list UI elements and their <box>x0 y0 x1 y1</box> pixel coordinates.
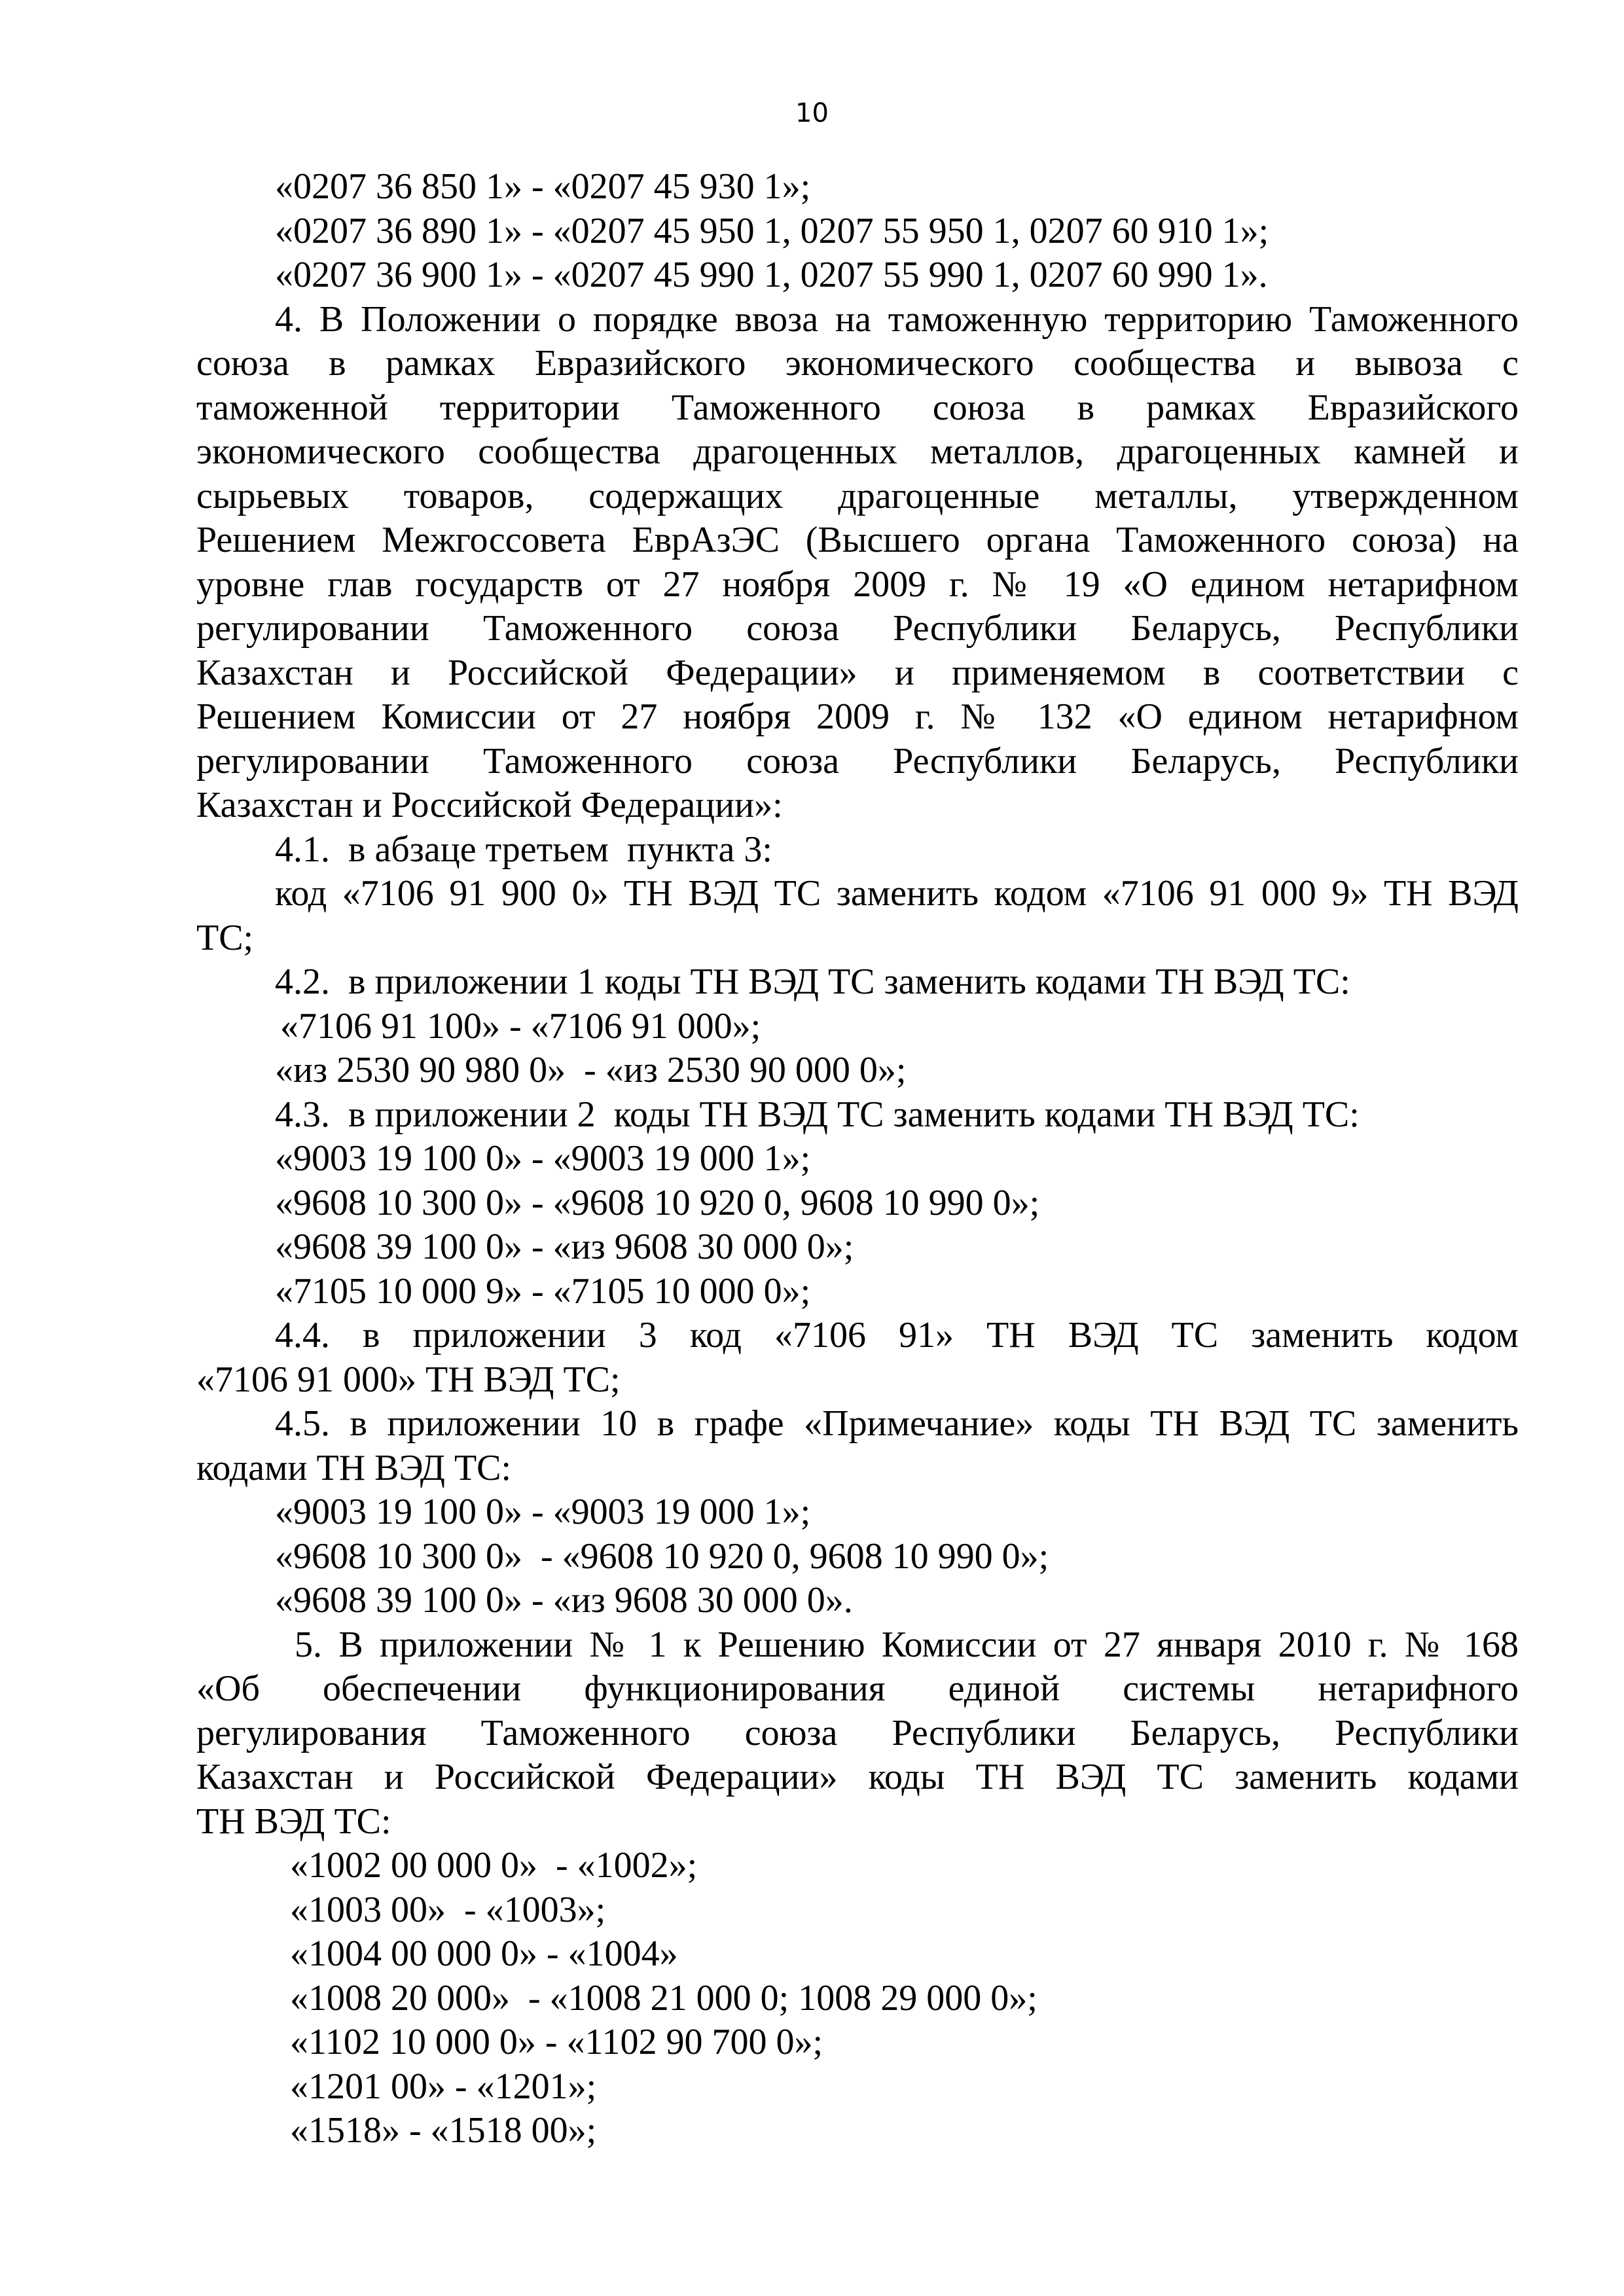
text-line: ТН ВЭД ТС: <box>196 1801 391 1842</box>
text-line: «1201 00» - «1201»; <box>290 2066 597 2107</box>
text-line: регулировании Таможенного союза Республики Беларусь, Республики <box>196 608 1519 649</box>
text-line: 4. В Положении о порядке ввоза на таможенную территорию Таможенного <box>275 298 1519 340</box>
text-line: уровне глав государств от 27 ноября 2009 г. № 19 «О едином нетарифном <box>196 564 1519 605</box>
text-line: «9608 10 300 0» - «9608 10 920 0, 9608 10 990 0»; <box>275 1535 1049 1577</box>
text-line: «1003 00» - «1003»; <box>290 1889 606 1930</box>
text-line: «7106 91 100» - «7106 91 000»; <box>280 1005 761 1047</box>
text-line: союза в рамках Евразийского экономического сообщества и вывоза с <box>196 343 1519 384</box>
text-line: «0207 36 900 1» - «0207 45 990 1, 0207 55 990 1, 0207 60 990 1». <box>275 255 1268 295</box>
text-line: 4.4. в приложении 3 код «7106 91» ТН ВЭД ТС заменить кодом <box>275 1315 1519 1355</box>
text-line: кодами ТН ВЭД ТС: <box>196 1447 512 1488</box>
text-line: «0207 36 850 1» - «0207 45 930 1»; <box>275 166 811 207</box>
text-line: Решением Межгоссовета ЕврАзЭС (Высшего органа Таможенного союза) на <box>196 520 1519 560</box>
text-line: код «7106 91 900 0» ТН ВЭД ТС заменить кодом «7106 91 000 9» ТН ВЭД <box>275 873 1519 914</box>
text-line: «1002 00 000 0» - «1002»; <box>290 1845 698 1886</box>
text-line: 5. В приложении № 1 к Решению Комиссии от 27 января 2010 г. № 168 <box>295 1624 1519 1665</box>
text-line: 4.2. в приложении 1 коды ТН ВЭД ТС заменить кодами ТН ВЭД ТС: <box>275 961 1350 1002</box>
text-line: «9608 10 300 0» - «9608 10 920 0, 9608 10 990 0»; <box>275 1182 1040 1223</box>
text-line: «7105 10 000 9» - «7105 10 000 0»; <box>275 1270 811 1312</box>
text-line: таможенной территории Таможенного союза в рамках Евразийского <box>196 387 1519 428</box>
text-line: 4.3. в приложении 2 коды ТН ВЭД ТС заменить кодами ТН ВЭД ТС: <box>275 1094 1360 1135</box>
text-line: «1518» - «1518 00»; <box>290 2110 597 2151</box>
text-line: сырьевых товаров, содержащих драгоценные металлы, утвержденном <box>196 475 1519 516</box>
text-line: Казахстан и Российской Федерации» и применяемом в соответствии с <box>196 652 1519 693</box>
text-line: экономического сообщества драгоценных металлов, драгоценных камней и <box>196 431 1519 472</box>
text-line: регулирования Таможенного союза Республики Беларусь, Республики <box>196 1712 1519 1753</box>
text-line: «1004 00 000 0» - «1004» <box>290 1933 678 1974</box>
text-line: «Об обеспечении функционирования единой системы нетарифного <box>196 1668 1519 1709</box>
text-line: 4.1. в абзаце третьем пункта 3: <box>275 829 772 870</box>
document-body <box>196 165 1519 2153</box>
text-line: «0207 36 890 1» - «0207 45 950 1, 0207 55 950 1, 0207 60 910 1»; <box>275 210 1269 251</box>
text-line: Решением Комиссии от 27 ноября 2009 г. № 132 «О едином нетарифном <box>196 696 1519 737</box>
text-line: 4.5. в приложении 10 в графе «Примечание» коды ТН ВЭД ТС заменить <box>275 1403 1519 1444</box>
text-line: регулировании Таможенного союза Республики Беларусь, Республики <box>196 740 1519 781</box>
text-line: ТС; <box>196 917 254 958</box>
text-line: «7106 91 000» ТН ВЭД ТС; <box>196 1359 621 1400</box>
text-line: «9608 39 100 0» - «из 9608 30 000 0»; <box>275 1227 854 1267</box>
text-line: «9003 19 100 0» - «9003 19 000 1»; <box>275 1138 811 1179</box>
text-line: Казахстан и Российской Федерации» коды ТН ВЭД ТС заменить кодами <box>196 1757 1519 1797</box>
text-line: «1008 20 000» - «1008 21 000 0; 1008 29 000 0»; <box>290 1977 1038 2018</box>
text-line: «из 2530 90 980 0» - «из 2530 90 000 0»; <box>275 1050 907 1090</box>
text-line: «1102 10 000 0» - «1102 90 700 0»; <box>290 2022 823 2062</box>
text-line: «9003 19 100 0» - «9003 19 000 1»; <box>275 1492 811 1532</box>
text-line: Казахстан и Российской Федерации»: <box>196 785 783 825</box>
page-number: 10 <box>795 98 829 128</box>
text-line: «9608 39 100 0» - «из 9608 30 000 0». <box>275 1580 853 1621</box>
